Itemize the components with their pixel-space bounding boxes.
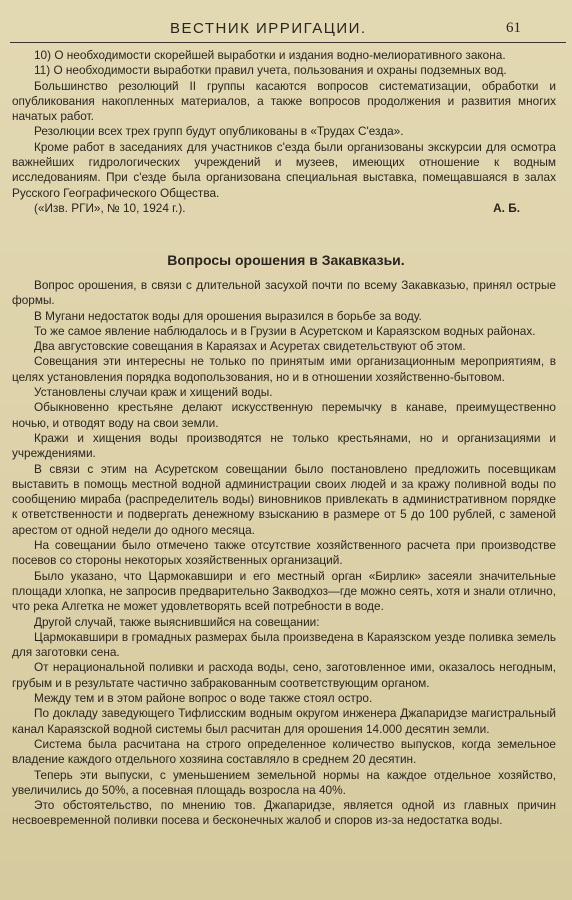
- paragraph: По докладу заведующего Тифлисским водным округом инженера Джапаридзе магистральный канал Караязской водной системы был расчитан для орошения 14.000 десятин земли.: [12, 706, 556, 736]
- page-number: 61: [506, 20, 521, 36]
- paragraph: Установлены случаи краж и хищений воды.: [34, 385, 273, 400]
- paragraph: Два августовские совещания в Караязах и Асуретах свидетельствуют об этом.: [34, 339, 466, 354]
- paragraph: Кроме работ в заседаниях для участников с'езда были организованы экскурсии для осмотра важнейших гидрологических учреждений и музеев, имеющих отношение к водным исследованиям. При с'езде была организована специальная выставка, помещавшаяся в залах Русского Географического Общества.: [12, 139, 556, 200]
- source-line: [12, 201, 556, 216]
- paragraph: 11) О необходимости выработки правил учета, пользования и охраны подземных вод.: [34, 63, 507, 78]
- paragraph: То же самое явление наблюдалось и в Грузии в Асуретском и Караязском водных районах.: [34, 323, 536, 338]
- paragraph: Вопрос орошения, в связи с длительной засухой почти по всему Закавказью, принял острые формы.: [12, 278, 556, 308]
- author-initials: А. Б.: [493, 200, 520, 215]
- paragraph: Большинство резолюций II группы касаются вопросов систематизации, обработки и опубликования накопленных материалов, а также вопросов продолжения и развития многих начатых работ.: [12, 78, 556, 124]
- paragraph: Теперь эти выпуски, с уменьшением земельной нормы на каждое отдельное хозяйство, увеличились до 50%, а посевная площадь возросла на 40%.: [12, 767, 556, 797]
- paragraph: От нерациональной поливки и расхода воды, сено, заготовленное ими, оказалось негодным, грубым и в результате частично забракованным соответствующим органом.: [12, 660, 556, 690]
- paragraph: Это обстоятельство, по мнению тов. Джапаридзе, является одной из главных причин несвоевременной поливки посева и бесконечных жалоб и споров из-за недостатка воды.: [12, 798, 556, 828]
- paragraph: 10) О необходимости скорейшей выработки и издания водно-мелиоративного закона.: [34, 48, 506, 62]
- journal-title: ВЕСТНИК ИРРИГАЦИИ.: [170, 20, 367, 37]
- page-header: [0, 20, 572, 38]
- paragraph: На совещании было отмечено также отсутствие хозяйственного расчета при производстве посевов со стороны некоторых хозяйственных организаций.: [12, 538, 556, 568]
- paragraph: Система была расчитана на строго определенное количество выпусков, когда земельное владение каждого отдельного хозяина составляло в среднем 20 десятин.: [12, 736, 556, 767]
- paragraph: Резолюции всех трех групп будут опубликованы в «Трудах С'езда».: [34, 124, 404, 139]
- paragraph: В Мугани недостаток воды для орошения выразился в борьбе за воду.: [34, 308, 422, 323]
- paragraph: Между тем и в этом районе вопрос о воде также стоял остро.: [34, 691, 373, 706]
- paragraph: Обыкновенно крестьяне делают искусственную перемычку в канаве, преимущественно ночью, и отводят воду на свои земли.: [12, 400, 556, 430]
- article-body: [12, 278, 556, 829]
- top-section: [12, 48, 556, 216]
- paragraph: Кражи и хищения воды производятся не только крестьянами, но и организациями и учреждениями.: [12, 430, 556, 461]
- paragraph: Другой случай, также выяснившийся на совещании:: [34, 614, 320, 629]
- source-citation: («Изв. РГИ», № 10, 1924 г.).: [34, 200, 186, 215]
- paragraph: Цармокавшири в громадных размерах была произведена в Караязском уезде поливка земель для заготовки сена.: [12, 629, 556, 660]
- paragraph: В связи с этим на Асуретском совещании было постановлено предложить посевщикам выставить в помощь местной водной администрации своих людей и за кражу поливной воды по сообщению мираба (распределитель воды) виновников привлекать в административном порядке к ответственности и подвергать денежному взысканию в размере от 5 до 100 рублей, с заменой арестом от одной недели до одного месяца.: [12, 461, 556, 537]
- paragraph: Было указано, что Цармокавшири и его местный орган «Бирлик» засеяли значительные площади хлопка, не запросив предварительно Закводхоз—где можно сеять, хотя и знали отлично, что река Алгетка не может удовлетворять всей потребности в воде.: [12, 568, 556, 614]
- header-divider: [10, 42, 566, 43]
- paragraph: Совещания эти интересны не только по принятым ими организационным мероприятиям, в целях установления порядка водопользования, но и в отношении хозяйственно-бытовом.: [12, 354, 556, 384]
- article-title: Вопросы орошения в Закавказьи.: [167, 252, 405, 268]
